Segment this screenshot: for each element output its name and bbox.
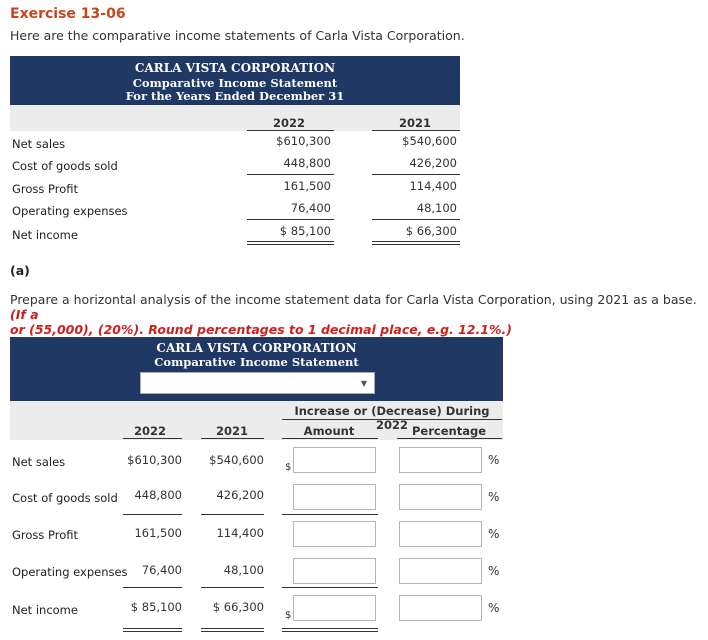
total-double-line (201, 628, 264, 632)
statement1-col-underline (372, 130, 460, 131)
percent-sign: % (488, 601, 500, 615)
statement1-row-2021: 48,100 (416, 201, 457, 215)
statement2-row-2021: $540,600 (209, 453, 264, 467)
statement2-row-2022: 161,500 (134, 526, 182, 540)
col-underline (123, 438, 182, 439)
statement1-row-2022: 448,800 (283, 156, 331, 170)
total-double-line (123, 628, 182, 632)
statement1-header (10, 56, 460, 105)
statement1-subtotal-line (247, 174, 334, 175)
intro-text: Here are the comparative income statements of Carla Vista Corporation. (10, 28, 465, 43)
period-dropdown[interactable] (140, 372, 375, 394)
percentage-input-gross-profit[interactable] (399, 521, 482, 547)
statement2-row-2022: $ 85,100 (130, 600, 182, 614)
subtotal-line (123, 514, 182, 515)
subtotal-line (282, 587, 378, 588)
instruction-note: (If a (10, 307, 39, 322)
statement1-col-2022: 2022 (272, 116, 305, 130)
exercise-title: Exercise 13-06 (10, 6, 126, 22)
amount-input-operating-expenses[interactable] (293, 558, 376, 584)
part-a-instruction (10, 292, 708, 337)
amount-input-gross-profit[interactable] (293, 521, 376, 547)
statement1-row-2022: 161,500 (283, 179, 331, 193)
percent-sign: % (488, 453, 500, 467)
statement2-row-2022: 448,800 (134, 488, 182, 502)
statement2-row-label: Net sales (12, 455, 66, 469)
statement1-subtotal-line (372, 219, 460, 220)
statement2-row-label: Gross Profit (12, 528, 79, 542)
instruction-text: Prepare a horizontal analysis of the income statement data for Carla Vista Corporation, using 2021 as a base. (10, 292, 697, 307)
amount-input-net-sales[interactable] (293, 447, 376, 473)
statement1-row-label: Cost of goods sold (12, 159, 118, 173)
subtotal-line (123, 587, 182, 588)
statement2-col-2021: 2021 (215, 424, 248, 438)
dollar-sign: $ (285, 462, 292, 473)
statement1-total-double-line (247, 241, 334, 245)
percentage-input-cogs[interactable] (399, 484, 482, 510)
statement2-row-2021: 426,200 (216, 488, 264, 502)
statement1-period: For the Years Ended December 31 (125, 89, 345, 103)
instruction-note: or (55,000), (20%). Round percentages to 1 decimal place, e.g. 12.1%.) (10, 322, 512, 337)
statement2-row-2022: $610,300 (127, 453, 182, 467)
dollar-sign: $ (285, 610, 292, 621)
amount-input-net-income[interactable] (293, 595, 376, 621)
percent-sign: % (488, 564, 500, 578)
subtotal-line (201, 514, 264, 515)
col-percentage: Percentage (412, 424, 486, 438)
statement2-row-2022: 76,400 (141, 563, 182, 577)
statement1-row-label: Net sales (12, 137, 66, 151)
statement1-row-2021: $ 66,300 (405, 224, 457, 238)
statement2-col-2022: 2022 (133, 424, 166, 438)
statement1-row-2021: 426,200 (409, 156, 457, 170)
statement2-row-label: Net income (12, 603, 78, 617)
chevron-down-icon: ▼ (360, 379, 367, 388)
statement2-row-label: Cost of goods sold (12, 491, 118, 505)
subtotal-line (201, 587, 264, 588)
statement1-row-2021: 114,400 (409, 179, 457, 193)
statement2-row-2021: 48,100 (223, 563, 264, 577)
percentage-input-net-sales[interactable] (399, 447, 482, 473)
percentage-input-net-income[interactable] (399, 595, 482, 621)
col-underline (201, 438, 264, 439)
subtotal-line (282, 514, 378, 515)
total-double-line (282, 628, 378, 632)
percent-sign: % (488, 527, 500, 541)
statement1-row-2022: $610,300 (276, 134, 331, 148)
statement1-row-2021: $540,600 (402, 134, 457, 148)
increase-decrease-header: Increase or (Decrease) During 2022 (294, 404, 490, 432)
statement1-total-double-line (372, 241, 460, 245)
amount-input-cogs[interactable] (293, 484, 376, 510)
statement2-company: CARLA VISTA CORPORATION (156, 341, 357, 355)
statement1-subtotal-line (247, 219, 334, 220)
percent-sign: % (488, 490, 500, 504)
part-a-label: (a) (10, 263, 30, 278)
statement1-col-underline (247, 130, 334, 131)
statement2-row-2021: $ 66,300 (212, 600, 264, 614)
statement1-title: Comparative Income Statement (132, 76, 338, 90)
header-underline (282, 419, 502, 420)
statement1-subtotal-line (372, 174, 460, 175)
statement1-company: CARLA VISTA CORPORATION (134, 61, 336, 75)
statement1-row-label: Net income (12, 228, 78, 242)
statement1-row-label: Operating expenses (12, 204, 128, 218)
statement1-col-2021: 2021 (398, 116, 431, 130)
col-underline (282, 438, 378, 439)
statement1-row-label: Gross Profit (12, 182, 79, 196)
statement2-title: Comparative Income Statement (154, 355, 359, 369)
statement1-row-2022: 76,400 (290, 201, 331, 215)
statement1-row-2022: $ 85,100 (279, 224, 331, 238)
col-amount: Amount (303, 424, 355, 438)
statement2-row-label: Operating expenses (12, 565, 128, 579)
percentage-input-operating-expenses[interactable] (399, 558, 482, 584)
statement2-row-2021: 114,400 (216, 526, 264, 540)
col-underline (397, 438, 502, 439)
